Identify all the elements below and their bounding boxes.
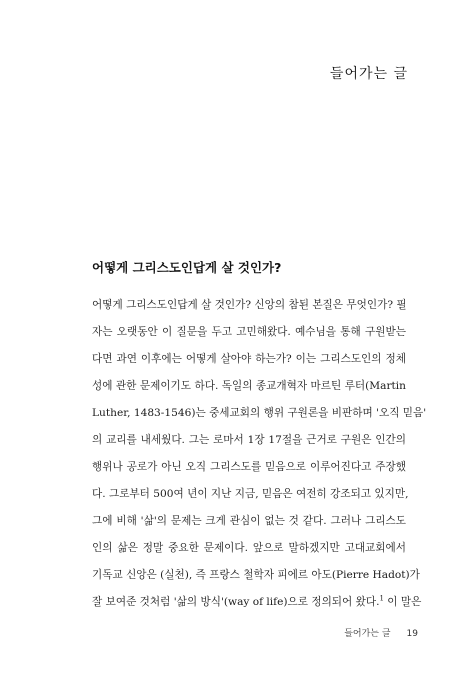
body-line: 다면 과연 이후에는 어떻게 살아야 하는가? 이는 그리스도인의 정체 — [92, 353, 406, 365]
chapter-title: 들어가는 글 — [329, 66, 408, 82]
footnote-marker[interactable]: 1 — [379, 594, 384, 603]
body-line: 행위나 공로가 아닌 오직 그리스도를 믿음으로 이루어진다고 주장했 — [92, 461, 406, 473]
body-line: Luther, 1483-1546)는 중세교회의 행위 구원론을 비판하며 '오직 믿음' — [92, 407, 427, 419]
page-footer — [344, 626, 418, 639]
body-line: 자는 오랫동안 이 질문을 두고 고민해왔다. 예수님을 통해 구원받는 — [92, 326, 406, 338]
body-line-last-text: 잘 보여준 것처럼 '삶의 방식'(way of life)으로 정의되어 왔다. — [92, 596, 380, 608]
body-line: 의 교리를 내세웠다. 그는 로마서 1장 17절을 근거로 구원은 인간의 — [92, 434, 406, 446]
footer-chapter-title: 들어가는 글 — [344, 629, 391, 639]
body-line: 그에 비해 '삶'의 문제는 크게 관심이 없는 것 같다. 그러나 그리스도 — [92, 515, 406, 527]
body-line: 인의 삶은 정말 중요한 문제이다. 앞으로 말하겠지만 고대교회에서 — [92, 542, 406, 554]
body-line: 성에 관한 문제이기도 하다. 독일의 종교개혁자 마르틴 루터(Martin — [92, 380, 406, 392]
section-heading: 어떻게 그리스도인답게 살 것인가? — [92, 260, 282, 275]
body-line: 다. 그로부터 500여 년이 지난 지금, 믿음은 여전히 강조되고 있지만, — [92, 488, 409, 500]
body-line-last-tail: 이 말은 — [383, 596, 422, 608]
body-line: 어떻게 그리스도인답게 살 것인가? 신앙의 참된 본질은 무엇인가? 필 — [92, 299, 407, 311]
page-number: 19 — [406, 629, 418, 639]
body-paragraph — [92, 292, 427, 616]
body-line: 기독교 신앙은 (실천), 즉 프랑스 철학자 피에르 아도(Pierre Hadot)가 — [92, 569, 420, 581]
body-line-last — [92, 589, 422, 616]
